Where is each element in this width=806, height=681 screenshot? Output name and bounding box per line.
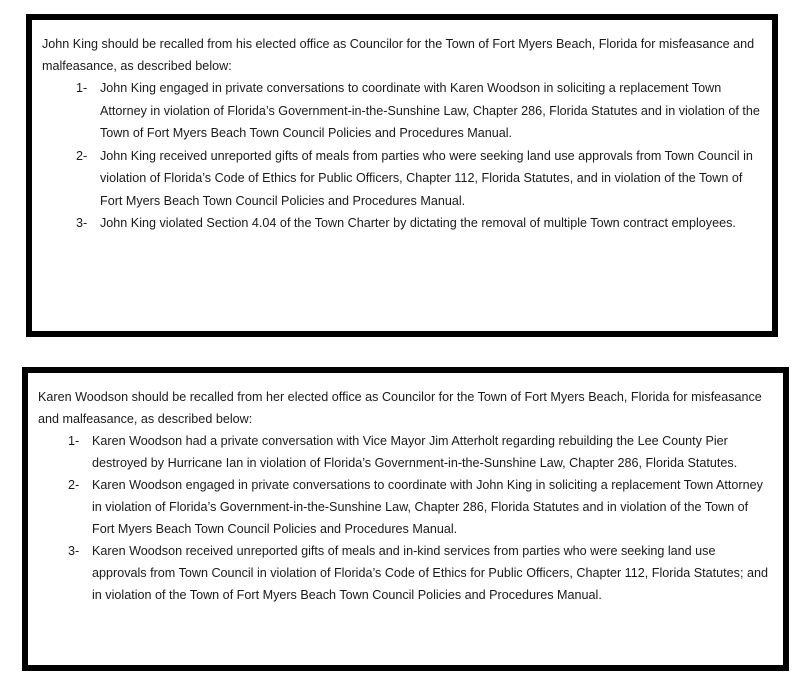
recall-reason-item (68, 474, 773, 540)
recall-reason-item (76, 145, 760, 213)
item-number: 3- (76, 216, 88, 230)
item-text: John King engaged in private conversations to coordinate with Karen Woodson in soliciting a replacement Town Attorney in violation of Florida’s Government-in-the-Sunshine Law, Chapter 286, Florida Statutes and in violation of the Town of Fort Myers Beach Town Council Policies and Procedures Manual. (100, 81, 760, 140)
recall-reason-item (76, 212, 760, 235)
item-text: John King received unreported gifts of meals from parties who were seeking land use approvals from Town Council in violation of Florida’s Code of Ethics for Public Officers, Chapter 112, Florida Statutes, and in violation of the Town of Fort Myers Beach Town Council Policies and Procedures Manual. (100, 148, 753, 208)
recall-reason-item (76, 77, 760, 145)
item-text: Karen Woodson received unreported gifts of meals and in-kind services from parties who were seeking land use approvals from Town Council in violation of Florida’s Code of Ethics for Public Officers, Chapter 112, Florida Statutes; and in violation of the Town of Fort Myers Beach Town Council Policies and Procedures Manual. (92, 544, 768, 602)
item-text: Karen Woodson had a private conversation with Vice Mayor Jim Atterholt regarding rebuilding the Lee County Pier destroyed by Hurricane Ian in violation of Florida’s Government-in-the-Sunshine Law, Chapter 286, Florida Statutes. (92, 434, 738, 470)
recall-statement-john-king (26, 14, 778, 337)
recall-reason-item (68, 430, 773, 474)
item-number: 3- (68, 544, 80, 558)
recall-reasons-list (42, 77, 760, 235)
item-number: 1- (76, 81, 88, 95)
item-text: Karen Woodson engaged in private conversations to coordinate with John King in soliciting a replacement Town Attorney in violation of Florida’s Government-in-the-Sunshine Law, Chapter 286, Florida Statutes and in violation of the Town of Fort Myers Beach Town Council Policies and Procedures Manual. (92, 478, 763, 536)
item-text: John King violated Section 4.04 of the Town Charter by dictating the removal of multiple Town contract employees. (100, 216, 736, 230)
item-number: 2- (68, 478, 80, 492)
item-number: 2- (76, 148, 88, 163)
recall-intro: John King should be recalled from his elected office as Councilor for the Town of Fort Myers Beach, Florida for misfeasance and malfeasance, as described below: (42, 37, 755, 73)
recall-statement-karen-woodson (22, 367, 789, 671)
item-number: 1- (68, 434, 80, 448)
recall-reason-item (68, 540, 773, 606)
recall-intro: Karen Woodson should be recalled from her elected office as Councilor for the Town of Fort Myers Beach, Florida for misfeasance and malfeasance, as described below: (38, 390, 762, 426)
recall-reasons-list (38, 430, 773, 606)
